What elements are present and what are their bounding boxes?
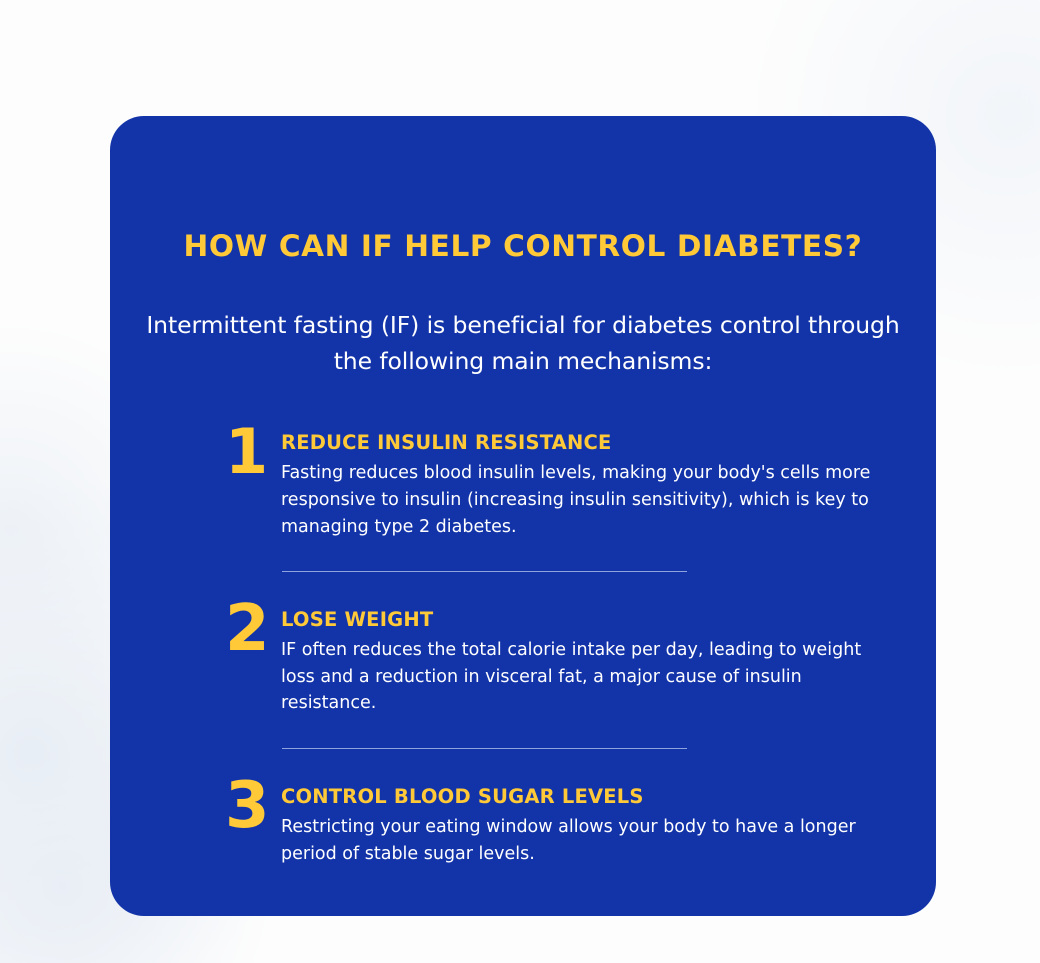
list-item (225, 769, 894, 867)
list-item-text: IF often reduces the total calorie intake per day, leading to weight loss and a reduction in visceral fat, a major cause of insulin resistance. (281, 640, 862, 714)
list-item-text: Restricting your eating window allows your body to have a longer period of stable sugar levels. (281, 817, 856, 864)
list-item-body (281, 421, 894, 540)
list-item-heading: LOSE WEIGHT (281, 608, 434, 632)
infographic-card (110, 116, 936, 916)
list-item (225, 592, 894, 717)
mechanism-list (110, 415, 936, 867)
list-item-heading: CONTROL BLOOD SUGAR LEVELS (281, 785, 644, 808)
card-subtitle: Intermittent fasting (IF) is beneficial for diabetes control through the following main mechanisms: (146, 311, 900, 375)
page-title: HOW CAN IF HELP CONTROL DIABETES? (183, 229, 863, 263)
list-item-number: 1 (225, 415, 269, 489)
divider (282, 571, 687, 572)
list-item-text: Fasting reduces blood insulin levels, making your body's cells more responsive to insulin (increasing insulin sensitivity), which is key to managing type 2 diabetes. (281, 463, 871, 537)
list-item-number: 2 (225, 592, 270, 667)
list-item-body (281, 598, 894, 717)
list-item-heading: REDUCE INSULIN RESISTANCE (281, 431, 612, 455)
list-item-number: 3 (225, 769, 270, 843)
list-item-body (281, 775, 894, 867)
divider (282, 748, 687, 749)
list-item (225, 415, 894, 540)
